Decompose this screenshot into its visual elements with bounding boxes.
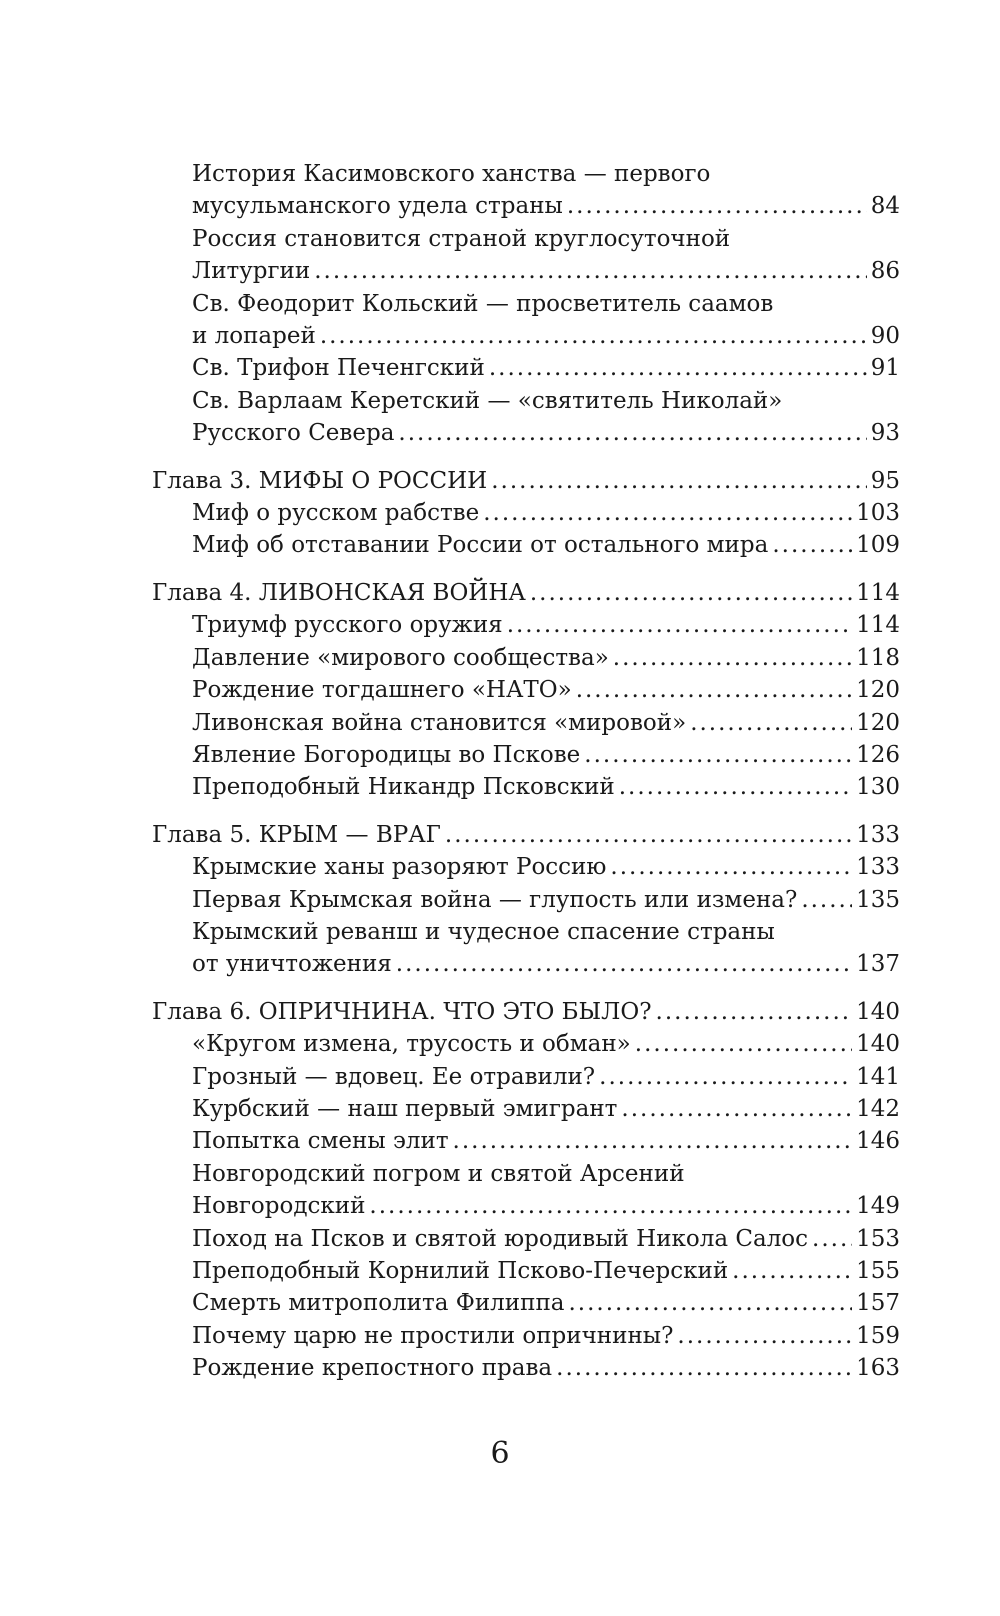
toc-entry-title: Триумф русского оружия — [192, 612, 503, 639]
toc-entry-title: Давление «мирового сообщества» — [192, 644, 609, 671]
toc-entry-row — [152, 465, 900, 497]
toc-entry-row — [192, 1223, 900, 1255]
toc-entry-title-line: Россия становится страной круглосуточной — [192, 225, 731, 252]
toc-entry-row — [192, 190, 900, 222]
dot-leader — [398, 417, 866, 449]
dot-leader — [530, 577, 852, 609]
toc-entry-title: Миф об отставании России от остального мира — [192, 532, 769, 559]
toc-page-number: 155 — [856, 1258, 900, 1284]
toc-page-number: 140 — [856, 1031, 900, 1058]
toc-section-entry — [152, 1158, 900, 1223]
toc-section-entry — [152, 529, 900, 561]
toc-entry-row — [192, 1352, 900, 1384]
dot-leader — [489, 352, 867, 384]
toc-page-number: 126 — [856, 741, 900, 768]
toc-entry-title: Первая Крымская война — глупость или измена? — [192, 886, 798, 913]
dot-leader — [613, 642, 852, 674]
toc-chapter-entry — [152, 577, 900, 609]
toc-entry-title: Рождение тогдашнего «НАТО» — [192, 677, 572, 704]
toc-entry-title: Грозный — вдовец. Ее отравили? — [192, 1063, 596, 1090]
toc-page-number: 114 — [856, 612, 900, 639]
toc-section-entry — [152, 739, 900, 771]
toc-entry-title: Глава 3. МИФЫ О РОССИИ — [152, 467, 488, 494]
dot-leader — [453, 1125, 853, 1157]
toc-page-number: 133 — [856, 854, 900, 881]
dot-leader — [369, 1190, 852, 1222]
dot-leader — [556, 1352, 852, 1384]
toc-entry-row — [152, 577, 900, 609]
toc-page-number: 93 — [870, 420, 900, 447]
toc-page-number: 103 — [856, 500, 900, 527]
toc-page-number: 84 — [870, 193, 900, 220]
dot-leader — [801, 884, 852, 916]
toc-section-entry — [152, 1028, 900, 1060]
toc-page-number: 149 — [856, 1193, 900, 1220]
toc-entry-title: Поход на Псков и святой юродивый Никола Салос — [192, 1225, 809, 1252]
toc-entry-row — [192, 529, 900, 561]
toc-section-entry — [152, 1255, 900, 1287]
toc-page-number: 120 — [856, 677, 900, 704]
toc-entry-title: Преподобный Корнилий Псково-Печерский — [192, 1258, 729, 1284]
toc-section-entry — [152, 1352, 900, 1384]
toc-entry-title: мусульманского удела страны — [192, 193, 563, 220]
toc-entry-row — [192, 417, 900, 449]
toc-entry-row — [192, 1125, 900, 1157]
toc-entry-title: Миф о русском рабстве — [192, 500, 480, 527]
toc-section-entry — [152, 1093, 900, 1125]
dot-leader — [772, 529, 852, 561]
toc-section-entry — [152, 851, 900, 883]
toc-section-entry — [152, 1320, 900, 1352]
dot-leader — [320, 320, 867, 352]
toc-entry-title: от уничтожения — [192, 951, 392, 978]
toc-entry-row — [192, 739, 900, 771]
toc-section-entry — [152, 1125, 900, 1157]
toc-page-number: 95 — [870, 467, 900, 494]
page-number: 6 — [490, 1436, 510, 1471]
dot-leader — [507, 609, 852, 641]
toc-entry-row — [192, 642, 900, 674]
dot-leader — [483, 497, 852, 529]
toc-page-number: 109 — [856, 532, 900, 559]
dot-leader — [812, 1223, 852, 1255]
dot-leader — [610, 851, 852, 883]
dot-leader — [732, 1255, 852, 1287]
toc-entry-row — [152, 996, 900, 1028]
toc-page-number: 114 — [856, 579, 900, 606]
toc-page-number: 91 — [870, 355, 900, 382]
toc-entry-row — [192, 948, 900, 980]
toc-entry-row — [192, 1028, 900, 1060]
toc-entry-row — [192, 771, 900, 803]
toc-section-entry — [152, 1287, 900, 1319]
dot-leader — [584, 739, 852, 771]
toc-entry-title-line: Св. Варлаам Керетский — «святитель Николай» — [192, 387, 783, 414]
toc-chapter-entry — [152, 819, 900, 851]
toc-section-entry — [152, 158, 900, 223]
toc-page-number: 137 — [856, 951, 900, 978]
dot-leader — [396, 948, 852, 980]
toc-entry-row — [192, 1061, 900, 1093]
toc-page-number: 163 — [856, 1355, 900, 1382]
dot-leader — [621, 1093, 852, 1125]
toc-entry-title: Попытка смены элит — [192, 1128, 449, 1155]
toc-entry-row — [192, 1320, 900, 1352]
toc-page-number: 133 — [856, 821, 900, 848]
toc-page-number: 141 — [856, 1063, 900, 1090]
toc-section-entry — [152, 609, 900, 641]
toc-entry-title-line: Крымский реванш и чудесное спасение страны — [192, 918, 775, 945]
toc-chapter-entry — [152, 465, 900, 497]
toc-entry-title: Ливонская война становится «мировой» — [192, 709, 687, 736]
toc-page-number: 153 — [856, 1225, 900, 1252]
toc-page-number: 157 — [856, 1290, 900, 1317]
toc-page-number: 118 — [856, 644, 900, 671]
toc-chapter-entry — [152, 996, 900, 1028]
toc-entry-row — [192, 1093, 900, 1125]
toc-section-entry — [152, 1061, 900, 1093]
toc-section-entry — [152, 707, 900, 739]
toc-page-number: 159 — [856, 1322, 900, 1349]
table-of-contents — [152, 158, 900, 1385]
dot-leader — [677, 1320, 852, 1352]
dot-leader — [567, 190, 867, 222]
dot-leader — [656, 996, 853, 1028]
dot-leader — [619, 771, 852, 803]
toc-page-number: 142 — [856, 1095, 900, 1122]
dot-leader — [445, 819, 852, 851]
toc-page-number: 135 — [856, 886, 900, 913]
toc-page-number: 146 — [856, 1128, 900, 1155]
toc-entry-title: Крымские ханы разоряют Россию — [192, 854, 607, 881]
toc-section-entry — [152, 884, 900, 916]
toc-entry-title: и лопарей — [192, 323, 316, 350]
toc-entry-title: Глава 4. ЛИВОНСКАЯ ВОЙНА — [152, 579, 526, 606]
toc-entry-row — [192, 707, 900, 739]
dot-leader — [635, 1028, 852, 1060]
toc-entry-title-line: Новгородский погром и святой Арсений — [192, 1160, 685, 1187]
toc-page-number: 120 — [856, 709, 900, 736]
toc-entry-row — [192, 1190, 900, 1222]
toc-entry-title: Глава 6. ОПРИЧНИНА. ЧТО ЭТО БЫЛО? — [152, 998, 652, 1025]
dot-leader — [314, 255, 867, 287]
toc-entry-title: Явление Богородицы во Пскове — [192, 741, 581, 768]
toc-entry-title: Литургии — [192, 258, 311, 285]
toc-section-entry — [152, 497, 900, 529]
toc-entry-row — [192, 884, 900, 916]
toc-page-number: 90 — [870, 323, 900, 350]
toc-entry-title: Глава 5. КРЫМ — ВРАГ — [152, 821, 441, 848]
toc-entry-row — [192, 320, 900, 352]
toc-section-entry — [152, 771, 900, 803]
toc-entry-title: Новгородский — [192, 1193, 366, 1220]
toc-entry-title: Русского Севера — [192, 420, 395, 447]
toc-section-entry — [152, 385, 900, 450]
toc-section-entry — [152, 223, 900, 288]
toc-page-number: 140 — [856, 998, 900, 1025]
toc-section-entry — [152, 674, 900, 706]
toc-entry-row — [192, 609, 900, 641]
toc-entry-title: Курбский — наш первый эмигрант — [192, 1095, 618, 1122]
dot-leader — [690, 707, 852, 739]
toc-entry-title-line: История Касимовского ханства — первого — [192, 161, 711, 187]
toc-entry-title: Преподобный Никандр Псковский — [192, 774, 615, 801]
toc-section-entry — [152, 1223, 900, 1255]
toc-entry-row — [192, 352, 900, 384]
toc-entry-title-line: Св. Феодорит Кольский — просветитель саамов — [192, 290, 774, 317]
toc-section-entry — [152, 352, 900, 384]
dot-leader — [599, 1061, 852, 1093]
toc-section-entry — [152, 642, 900, 674]
toc-entry-row — [192, 851, 900, 883]
dot-leader — [576, 674, 852, 706]
toc-entry-row — [192, 1255, 900, 1287]
toc-entry-row — [192, 674, 900, 706]
toc-entry-title: Почему царю не простили опричнины? — [192, 1322, 674, 1349]
dot-leader — [569, 1287, 853, 1319]
toc-entry-title: Рождение крепостного права — [192, 1355, 553, 1382]
toc-page-number: 86 — [870, 258, 900, 285]
toc-page-number: 130 — [856, 774, 900, 801]
toc-section-entry — [152, 916, 900, 981]
toc-entry-row — [152, 819, 900, 851]
toc-entry-row — [192, 497, 900, 529]
toc-entry-title: Смерть митрополита Филиппа — [192, 1290, 565, 1317]
toc-entry-title: Св. Трифон Печенгский — [192, 355, 485, 382]
dot-leader — [491, 465, 866, 497]
toc-entry-row — [192, 1287, 900, 1319]
toc-section-entry — [152, 288, 900, 353]
toc-entry-row — [192, 255, 900, 287]
toc-entry-title: «Кругом измена, трусость и обман» — [192, 1031, 631, 1058]
